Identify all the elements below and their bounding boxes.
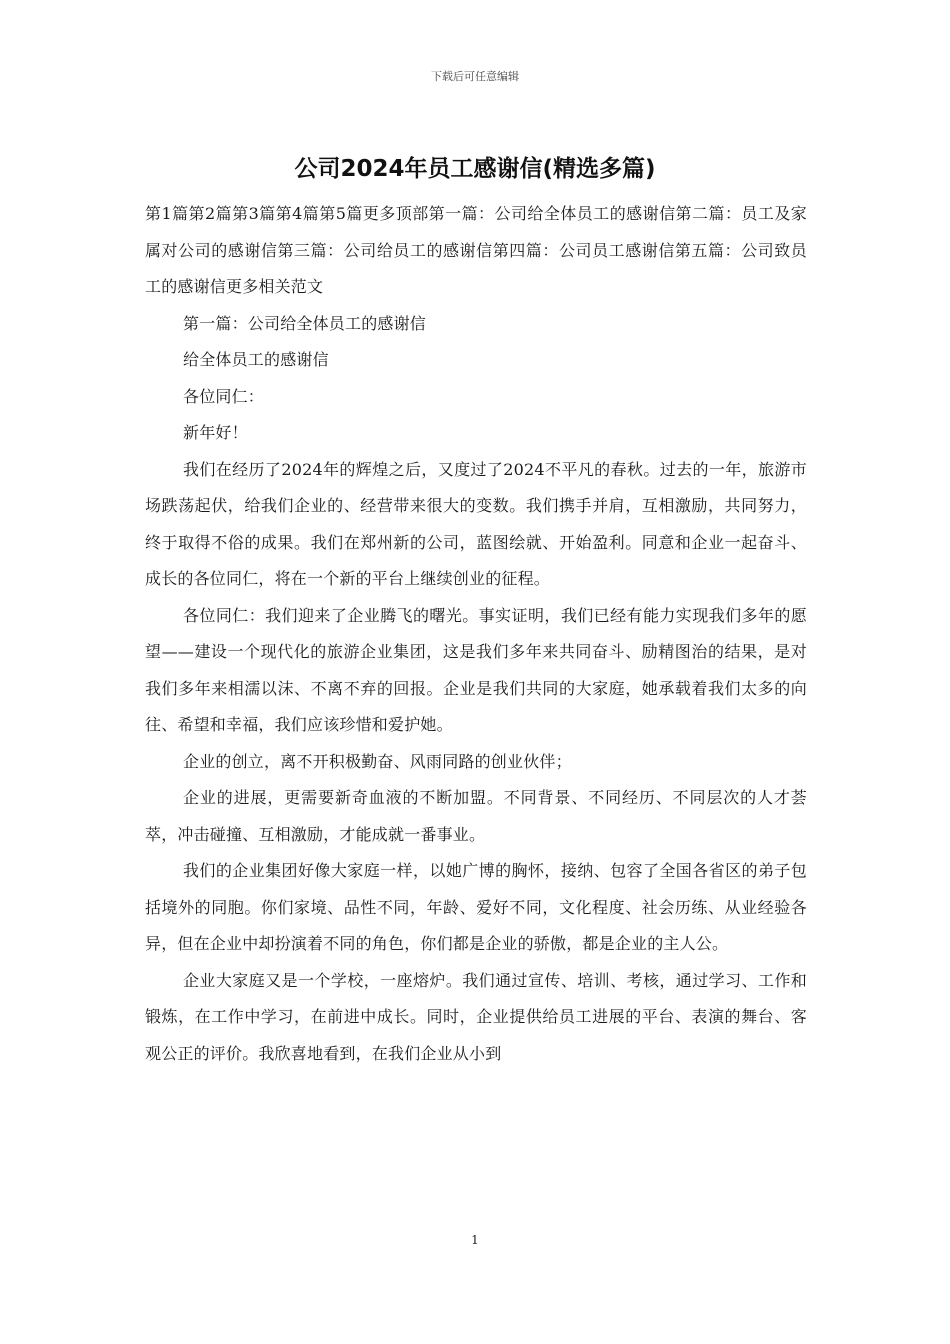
page-number: 1 bbox=[471, 1233, 479, 1247]
body-paragraph: 企业的进展，更需要新奇血液的不断加盟。不同背景、不同经历、不同层次的人才荟萃，冲击碰撞、互相激励，才能成就一番事业。 bbox=[145, 788, 807, 844]
greeting: 新年好！ bbox=[183, 423, 248, 442]
document-title: 公司2024年员工感谢信(精选多篇) bbox=[294, 156, 656, 182]
letter-title: 给全体员工的感谢信 bbox=[183, 350, 329, 369]
header-note: 下载后可任意编辑 bbox=[431, 70, 519, 83]
body-paragraph: 企业大家庭又是一个学校，一座熔炉。我们通过宣传、培训、考核，通过学习、工作和锻炼，在工作中学习，在前进中成长。同时，企业提供给员工进展的平台、表演的舞台、客观公正的评价。我欣喜地看到，在我们企业从小到 bbox=[145, 970, 807, 1063]
body-paragraph: 我们的企业集团好像大家庭一样，以她广博的胸怀，接纳、包容了全国各省区的弟子包括境外的同胞。你们家境、品性不同，年龄、爱好不同，文化程度、社会历练、从业经验各异，但在企业中却扮演着不同的角色，你们都是企业的骄傲，都是企业的主人公。 bbox=[145, 861, 807, 953]
document-body bbox=[145, 196, 807, 1072]
section-heading: 第一篇：公司给全体员工的感谢信 bbox=[183, 313, 427, 333]
table-of-contents: 第1篇第2篇第3篇第4篇第5篇更多顶部第一篇：公司给全体员工的感谢信第二篇：员工及家属对公司的感谢信第三篇：公司给员工的感谢信第四篇：公司员工感谢信第五篇：公司致员工的感谢信更多相关范文 bbox=[145, 204, 807, 296]
salutation: 各位同仁： bbox=[183, 386, 265, 406]
body-paragraph: 各位同仁：我们迎来了企业腾飞的曙光。事实证明，我们已经有能力实现我们多年的愿望——建设一个现代化的旅游企业集团，这是我们多年来共同奋斗、励精图治的结果，是对我们多年来相濡以沫、不离不弃的回报。企业是我们共同的大家庭，她承载着我们太多的向往、希望和幸福，我们应该珍惜和爱护她。 bbox=[145, 605, 807, 734]
body-paragraph: 我们在经历了2024年的辉煌之后，又度过了2024不平凡的春秋。过去的一年，旅游市场跌荡起伏，给我们企业的、经营带来很大的变数。我们携手并肩，互相激励，共同努力，终于取得不俗的成果。我们在郑州新的公司，蓝图绘就、开始盈利。同意和企业一起奋斗、成长的各位同仁，将在一个新的平台上继续创业的征程。 bbox=[145, 459, 807, 588]
body-paragraph: 企业的创立，离不开积极勤奋、风雨同路的创业伙伴； bbox=[183, 751, 572, 771]
